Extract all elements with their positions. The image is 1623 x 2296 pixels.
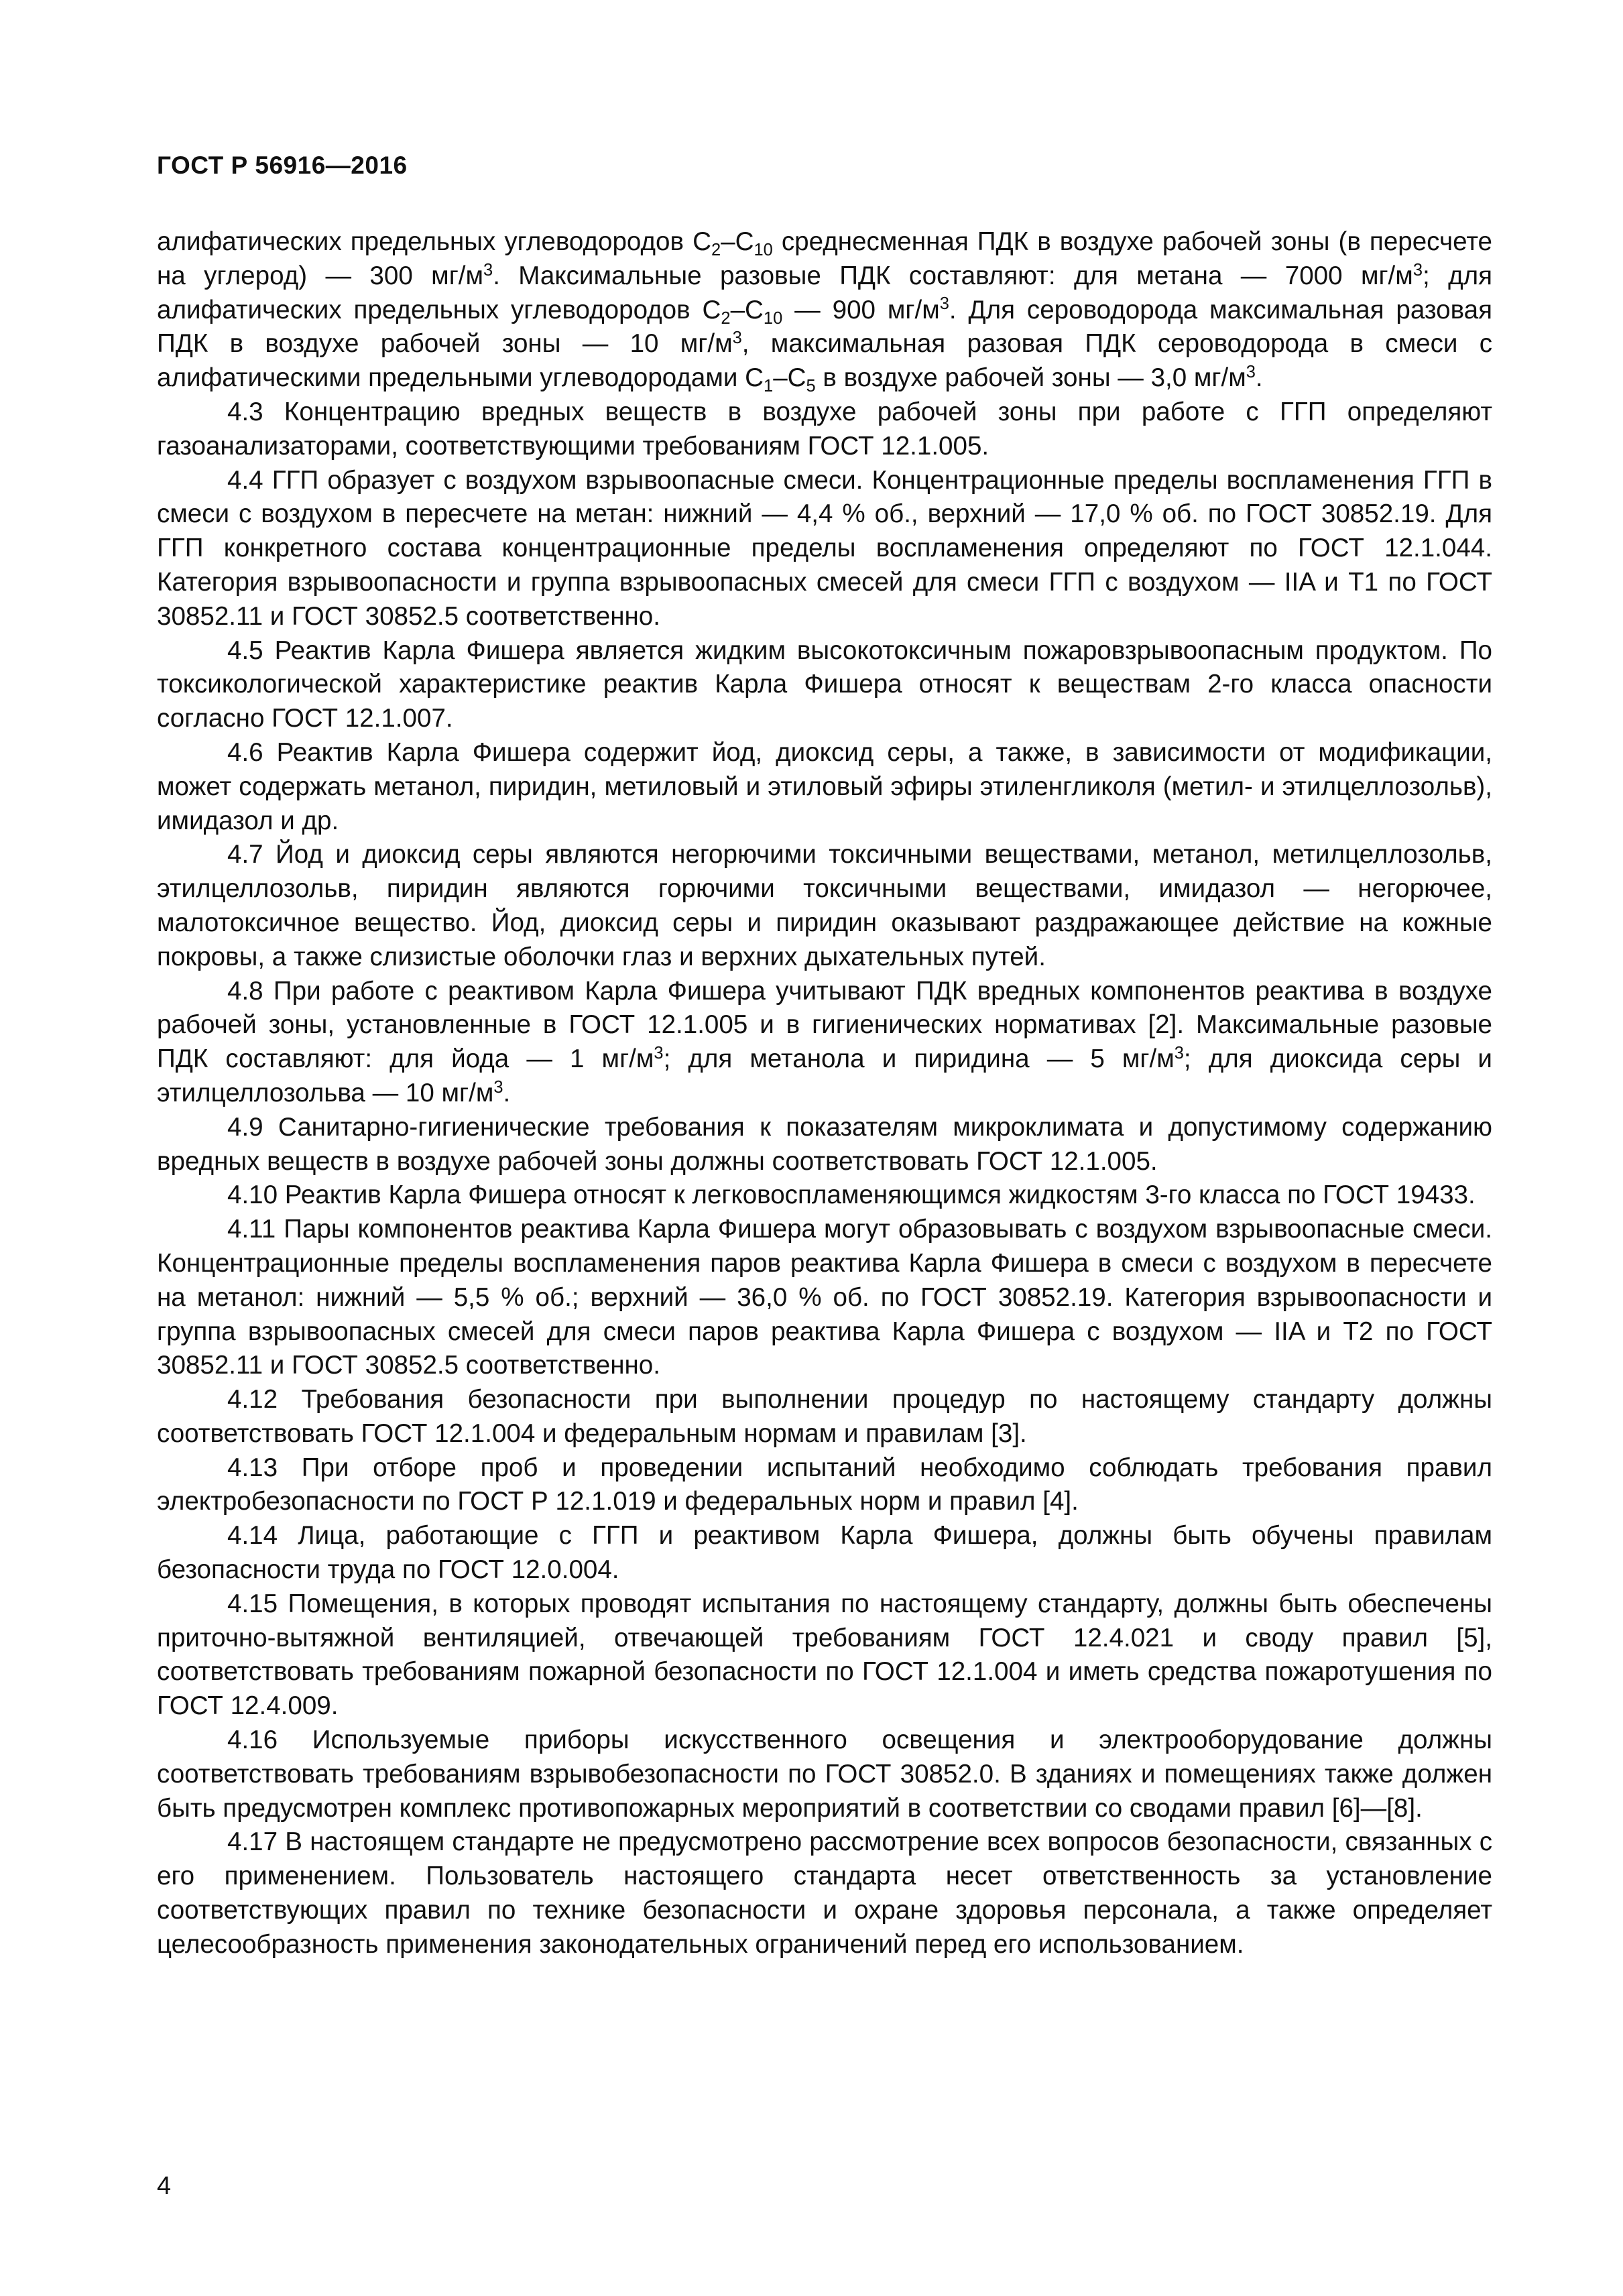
paragraph-4-11: 4.11 Пары компонентов реактива Карла Фишера могут образовывать с воздухом взрывоопасные смеси. Концентрационные пределы воспламенения паров реактива Карла Фишера в смеси с воздухом в пересчете на метанол: нижний — 5,5 % об.; верхний — 36,0 % об. по ГОСТ 30852.19. Категория взрывоопасности и группа взрывоопасных смесей для смеси паров реактива Карла Фишера с воздухом — IIA и T2 по ГОСТ 30852.11 и ГОСТ 30852.5 соответственно.: [157, 1215, 1492, 1380]
page-number: 4: [157, 2172, 172, 2200]
paragraph-4-6: 4.6 Реактив Карла Фишера содержит йод, диоксид серы, а также, в зависимости от модификации, может содержать метанол, пиридин, метиловый и этиловый эфиры этиленгликоля (метил- и этилцеллозольв), имидазол и др.: [157, 737, 1492, 835]
paragraph-4-8: 4.8 При работе с реактивом Карла Фишера учитывают ПДК вредных компонентов реактива в воздухе рабочей зоны, установленные в ГОСТ 12.1.005 и в гигиенических нормативах [2]. Максимальные разовые ПДК составляют: для йода — 1 $мг/м^3$; для метанола и пиридина — 5 $мг/м^3$; для диоксида серы и этилцеллозольва — 10 $мг/м^3$.: [157, 976, 1492, 1107]
document-header: ГОСТ Р 56916—2016: [157, 152, 408, 179]
paragraph-4-14: 4.14 Лица, работающие с ГГП и реактивом Карла Фишера, должны быть обучены правилам безопасности труда по ГОСТ 12.0.004.: [157, 1521, 1492, 1585]
paragraph-4-17: 4.17 В настоящем стандарте не предусмотрено рассмотрение всех вопросов безопасности, связанных с его применением. Пользователь настоящего стандарта несет ответственность за установление соответствующих правил по технике безопасности и охране здоровья персонала, а также определяет целесообразность применения законодательных ограничений перед его использованием.: [157, 1827, 1492, 1959]
paragraph-4-12: 4.12 Требования безопасности при выполнении процедур по настоящему стандарту должны соответствовать ГОСТ 12.1.004 и федеральным нормам и правилам [3].: [157, 1385, 1492, 1448]
paragraph-4-16: 4.16 Используемые приборы искусственного освещения и электрооборудование должны соответствовать требованиям взрывобезопасности по ГОСТ 30852.0. В зданиях и помещениях также должен быть предусмотрен комплекс противопожарных мероприятий в соответствии со сводами правил [6]—[8].: [157, 1726, 1492, 1823]
paragraph-4-7: 4.7 Йод и диоксид серы являются негорючими токсичными веществами, метанол, метилцеллозольв, этилцеллозольв, пиридин являются горючими токсичными веществами, имидазол — негорючее, малотоксичное вещество. Йод, диоксид серы и пиридин оказывают раздражающее действие на кожные покровы, а также слизистые оболочки глаз и верхних дыхательных путей.: [157, 840, 1492, 971]
paragraph-continuation: алифатических предельных углеводородов $C_2-C_{10}$ среднесменная ПДК в воздухе рабочей зоны (в пересчете на углерод) — 300 $мг/м^3$. Максимальные разовые ПДК составляют: для метана — 7000 $мг/м^3$; для алифатических предельных углеводородов $C_2-C_{10}$ — 900 $мг/м^3$. Для сероводорода максимальная разовая ПДК в воздухе рабочей зоны — 10 $мг/м^3$, максимальная разовая ПДК сероводорода в смеси с алифатическими предельными углеводородами $C_1-C_5$ в воздухе рабочей зоны — 3,0 $мг/м^3$.: [157, 227, 1493, 396]
paragraph-4-13: 4.13 При отборе проб и проведении испытаний необходимо соблюдать требования правил электробезопасности по ГОСТ Р 12.1.019 и федеральных норм и правил [4].: [157, 1453, 1492, 1516]
paragraph-4-4: 4.4 ГГП образует с воздухом взрывоопасные смеси. Концентрационные пределы воспламенения ГГП в смеси с воздухом в пересчете на метан: нижний — 4,4 % об., верхний — 17,0 % об. по ГОСТ 30852.19. Для ГГП конкретного состава концентрационные пределы воспламенения определяют по ГОСТ 12.1.044. Категория взрывоопасности и группа взрывоопасных смесей для смеси ГГП с воздухом — IIA и T1 по ГОСТ 30852.11 и ГОСТ 30852.5 соответственно.: [157, 465, 1492, 631]
paragraph-4-5: 4.5 Реактив Карла Фишера является жидким высокотоксичным пожаровзрывоопасным продуктом. По токсикологической характеристике реактив Карла Фишера относят к веществам 2-го класса опасности согласно ГОСТ 12.1.007.: [157, 636, 1492, 733]
paragraph-4-10: 4.10 Реактив Карла Фишера относят к легковоспламеняющимся жидкостям 3-го класса по ГОСТ 19433.: [227, 1181, 1476, 1210]
paragraph-4-15: 4.15 Помещения, в которых проводят испытания по настоящему стандарту, должны быть обеспечены приточно-вытяжной вентиляцией, отвечающей требованиям ГОСТ 12.4.021 и своду правил [5], соответствовать требованиям пожарной безопасности по ГОСТ 12.1.004 и иметь средства пожаротушения по ГОСТ 12.4.009.: [157, 1589, 1492, 1721]
paragraph-4-9: 4.9 Санитарно-гигиенические требования к показателям микроклимата и допустимому содержанию вредных веществ в воздухе рабочей зоны должны соответствовать ГОСТ 12.1.005.: [157, 1112, 1492, 1176]
document-body: [157, 225, 1492, 1962]
paragraph-4-3: 4.3 Концентрацию вредных веществ в воздухе рабочей зоны при работе с ГГП определяют газоанализаторами, соответствующими требованиям ГОСТ 12.1.005.: [157, 397, 1492, 461]
